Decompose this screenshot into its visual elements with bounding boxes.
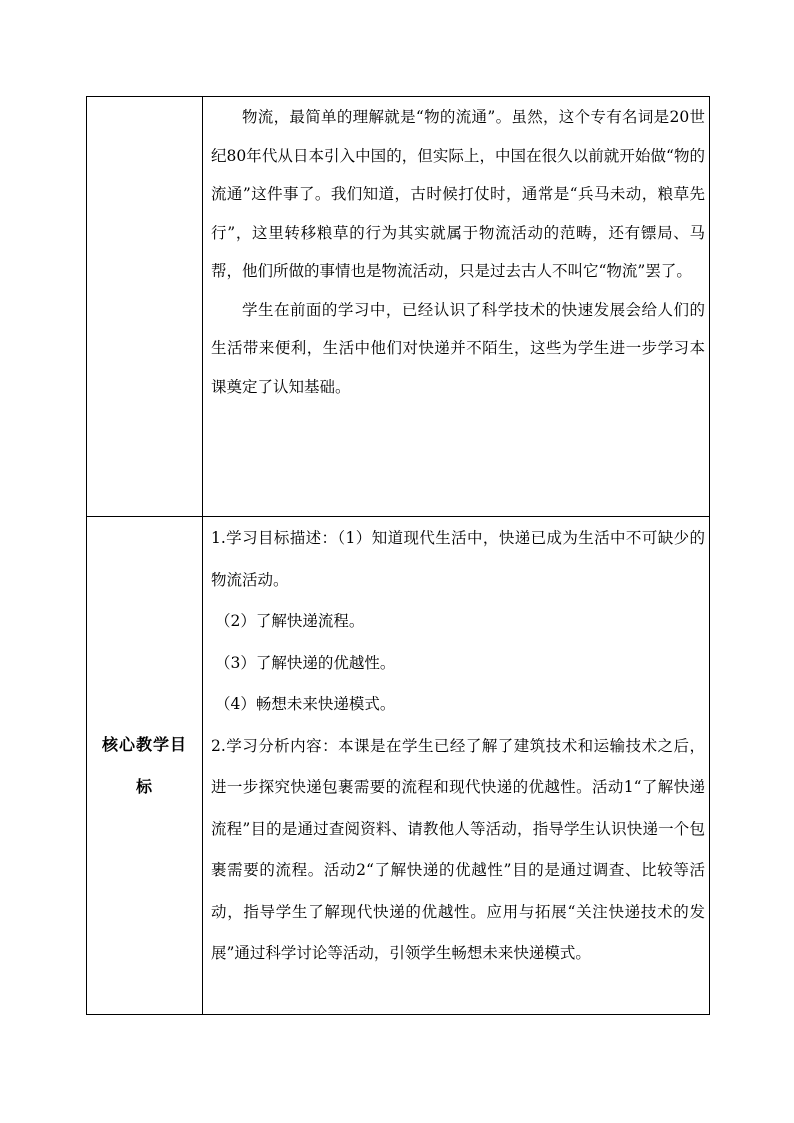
goals-row [87, 517, 710, 1015]
goals-content-cell [203, 517, 710, 1015]
goal-item-2: （2）了解快递流程。 [215, 612, 365, 630]
intro-label-cell [87, 97, 203, 517]
goals-label: 核心教学目标 [101, 734, 187, 796]
intro-paragraph-1: 物流，最简单的理解就是“物的流通”。虽然，这个专有名词是20世纪80年代从日本引入中国的，但实际上，中国在很久以前就开始做“物的流通”这件事了。我们知道，古时候打仗时，通常是“兵马未动，粮草先行”，这里转移粮草的行为其实就属于物流活动的范畴，还有镖局、马帮，他们所做的事情也是物流活动，只是过去古人不叫它“物流”罢了。 [211, 108, 705, 280]
goal-item-1: 1.学习目标描述：（1）知道现代生活中，快递已成为生活中不可缺少的物流活动。 [211, 529, 705, 589]
goal-item-4: （4）畅想未来快递模式。 [215, 695, 396, 713]
intro-row [87, 97, 710, 517]
goal-item-3: （3）了解快递的优越性。 [215, 653, 396, 672]
goal-analysis: 2.学习分析内容：本课是在学生已经了解了建筑技术和运输技术之后，进一步探究快递包裹需要的流程和现代快递的优越性。活动1“了解快递流程”目的是通过查阅资料、请教他人等活动，指导学生认识快递一个包裹需要的流程。活动2“了解快递的优越性”目的是通过调查、比较等活动，指导学生了解现代快递的优越性。应用与拓展“关注快递技术的发展”通过科学讨论等活动，引领学生畅想未来快递模式。 [211, 736, 705, 962]
lesson-plan-table [86, 96, 710, 1015]
intro-content-cell [203, 97, 710, 517]
goals-label-cell [87, 517, 203, 1015]
intro-paragraph-2: 学生在前面的学习中，已经认识了科学技术的快速发展会给人们的生活带来便利，生活中他们对快递并不陌生，这些为学生进一步学习本课奠定了认知基础。 [211, 300, 705, 396]
